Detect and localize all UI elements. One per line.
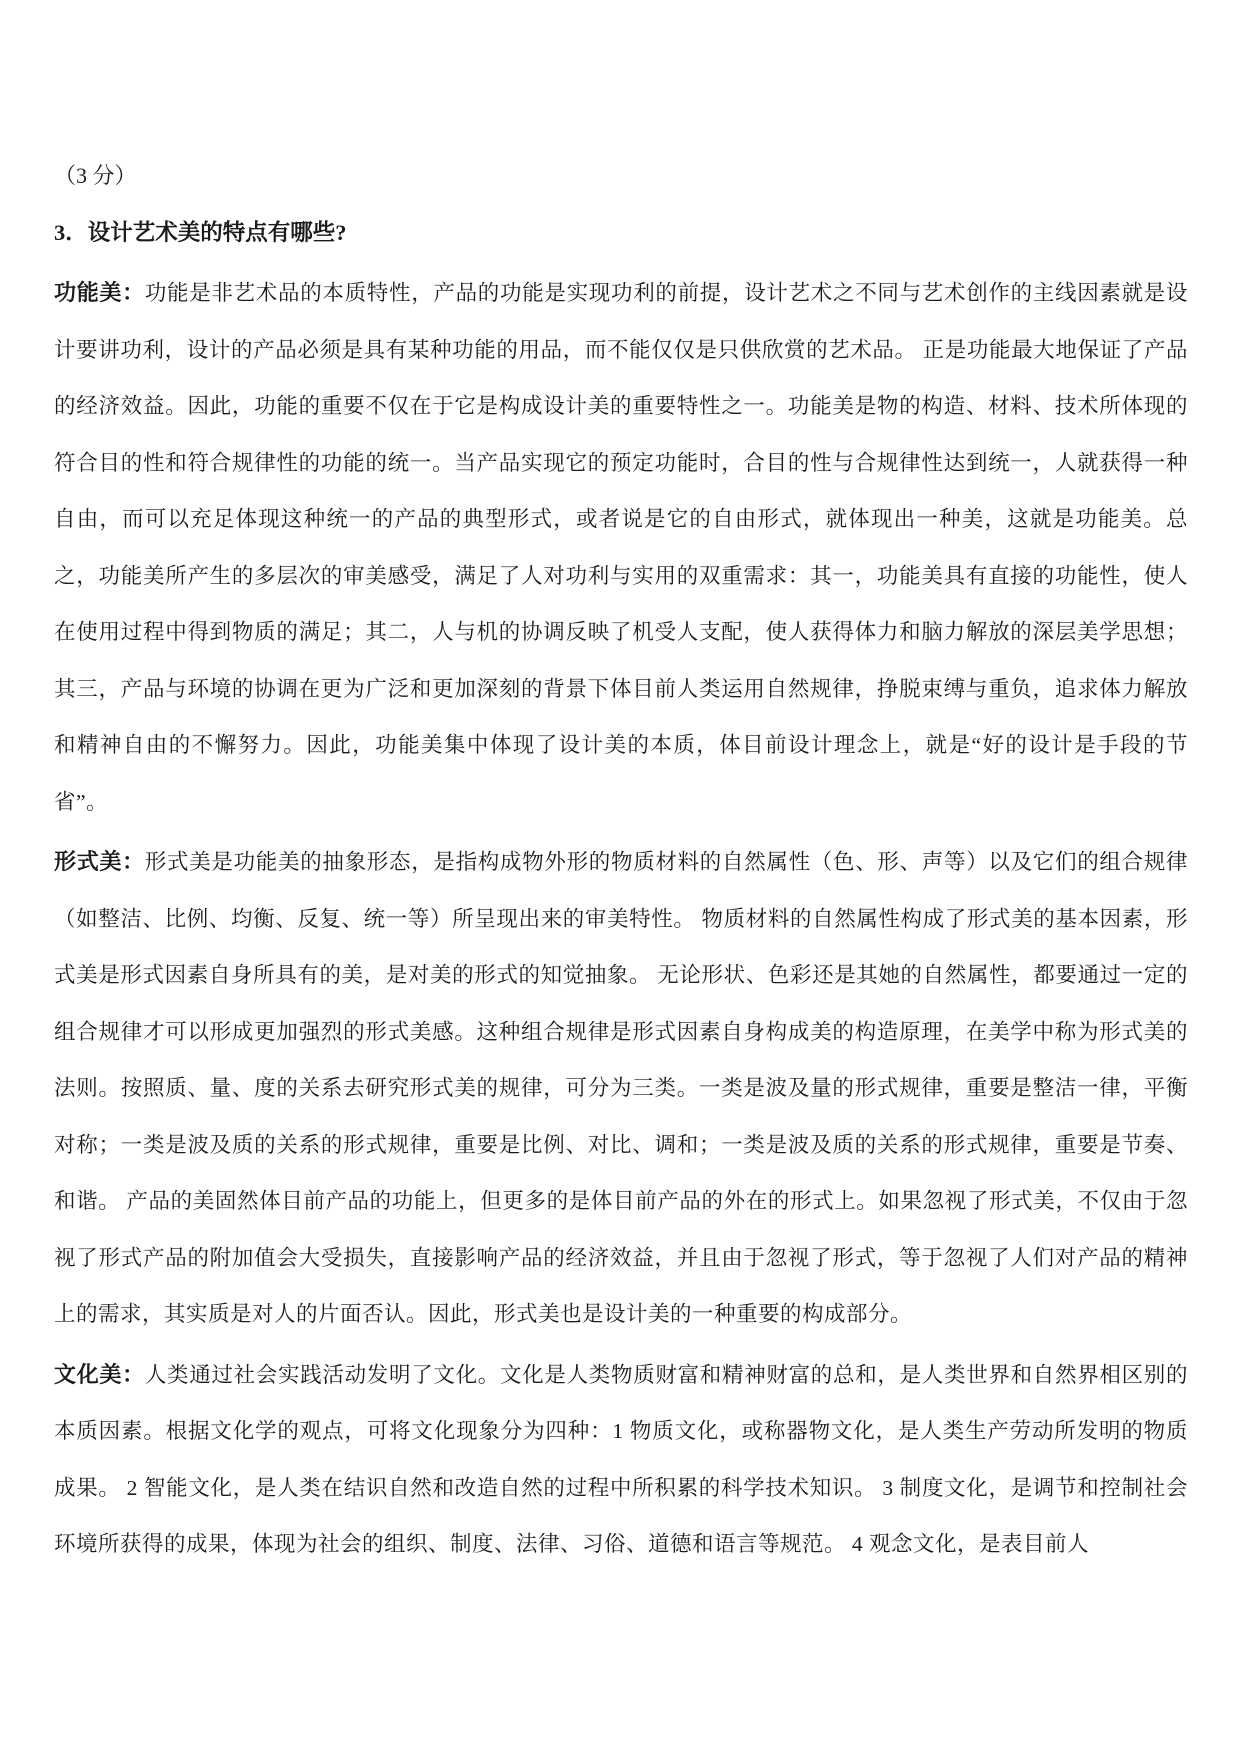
paragraph-formal-beauty	[54, 834, 1188, 1343]
paragraph-label-cultural-beauty: 文化美：	[54, 1361, 145, 1387]
paragraph-cultural-beauty	[54, 1347, 1188, 1573]
paragraph-label-formal-beauty: 形式美：	[54, 849, 145, 874]
paragraph-text-cultural-beauty: 人类通过社会实践活动发明了文化。文化是人类物质财富和精神财富的总和，是人类世界和自然界相区别的本质因素。根据文化学的观点，可将文化现象分为四种：1 物质文化，或称器物文化，是人类生产劳动所发明的物质成果。 2 智能文化，是人类在结识自然和改造自然的过程中所积累的科学技术知识。 3 制度文化，是调节和控制社会环境所获得的成果，体现为社会的组织、制度、法律、习俗、道德和语言等规范。 4 观念文化，是表目前人	[54, 1362, 1188, 1556]
score-note: （3 分）	[54, 163, 137, 188]
paragraph-text-formal-beauty: 形式美是功能美的抽象形态，是指构成物外形的物质材料的自然属性（色、形、声等）以及它们的组合规律（如整洁、比例、均衡、反复、统一等）所呈现出来的审美特性。 物质材料的自然属性构成了形式美的基本因素，形式美是形式因素自身所具有的美，是对美的形式的知觉抽象。 无论形状、色彩还是其她的自然属性，都要通过一定的组合规律才可以形成更加强烈的形式美感。这种组合规律是形式因素自身构成美的构造原理，在美学中称为形式美的法则。按照质、量、度的关系去研究形式美的规律，可分为三类。一类是波及量的形式规律，重要是整洁一律，平衡对称；一类是波及质的关系的形式规律，重要是比例、对比、调和；一类是波及质的关系的形式规律，重要是节奏、和谐。 产品的美固然体目前产品的功能上，但更多的是体目前产品的外在的形式上。如果忽视了形式美，不仅由于忽视了形式产品的附加值会大受损失，直接影响产品的经济效益，并且由于忽视了形式，等于忽视了人们对产品的精神上的需求，其实质是对人的片面否认。因此，形式美也是设计美的一种重要的构成部分。	[54, 850, 1188, 1326]
question-heading: 3．设计艺术美的特点有哪些?	[54, 219, 347, 245]
paragraph-functional-beauty	[54, 265, 1188, 830]
paragraph-label-functional-beauty: 功能美：	[54, 280, 145, 305]
paragraph-text-functional-beauty: 功能是非艺术品的本质特性，产品的功能是实现功利的前提，设计艺术之不同与艺术创作的主线因素就是设计要讲功利，设计的产品必须是具有某种功能的用品，而不能仅仅是只供欣赏的艺术品。 正是功能最大地保证了产品的经济效益。因此，功能的重要不仅在于它是构成设计美的重要特性之一。功能美是物的构造、材料、技术所体现的符合目的性和符合规律性的功能的统一。当产品实现它的预定功能时，合目的性与合规律性达到统一，人就获得一种自由，而可以充足体现这种统一的产品的典型形式，或者说是它的自由形式，就体现出一种美，这就是功能美。总之，功能美所产生的多层次的审美感受，满足了人对功利与实用的双重需求：其一，功能美具有直接的功能性，使人在使用过程中得到物质的满足；其二，人与机的协调反映了机受人支配，使人获得体力和脑力解放的深层美学思想；其三，产品与环境的协调在更为广泛和更加深刻的背景下体目前人类运用自然规律，挣脱束缚与重负，追求体力解放和精神自由的不懈努力。因此，功能美集中体现了设计美的本质，体目前设计理念上，就是“好的设计是手段的节省”。	[54, 281, 1188, 814]
